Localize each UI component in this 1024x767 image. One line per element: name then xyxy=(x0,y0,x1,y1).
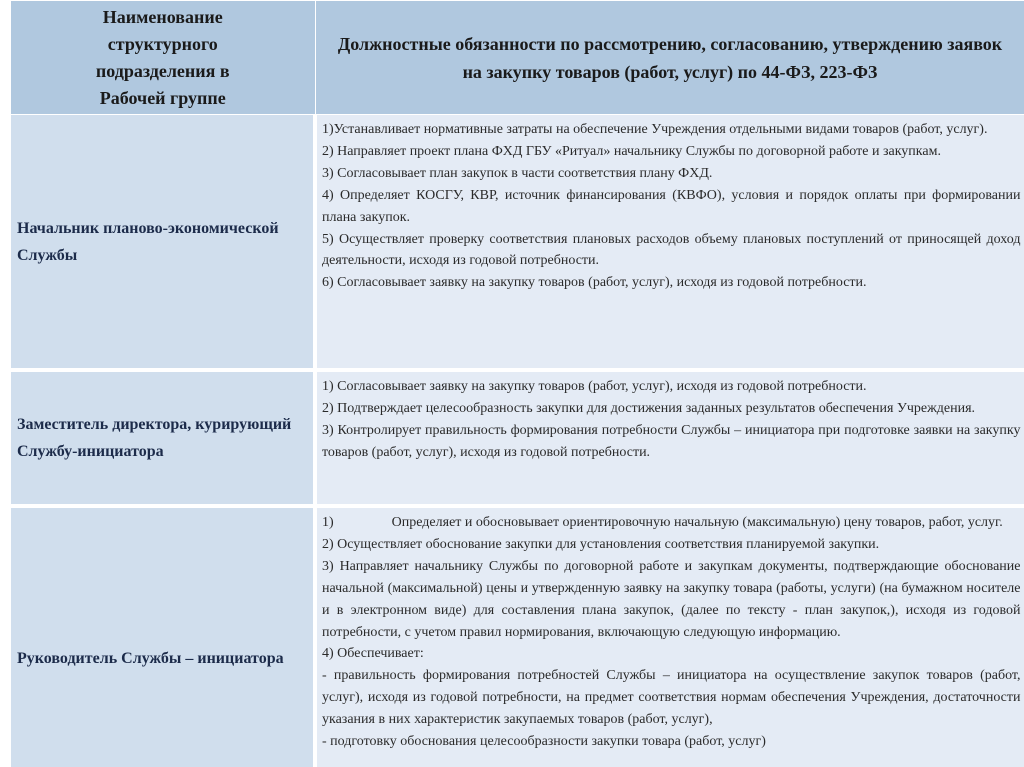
duty-item: 1)Устанавливает нормативные затраты на обеспечение Учреждения отдельными видами товаров (работ, услуг). xyxy=(322,122,988,137)
duties-cell xyxy=(315,506,1024,767)
duty-item: 2) Подтверждает целесообразность закупки для достижения заданных результатов обеспечения Учреждения. xyxy=(322,400,976,416)
duty-item: 5) Осуществляет проверку соответствия плановых расходов объему плановых поступлений от приносящей доход деятельности, исходя из годовой потребности. xyxy=(322,231,1021,269)
duty-item xyxy=(322,512,1021,534)
duties-table xyxy=(9,0,1024,767)
table-row xyxy=(10,115,1024,371)
role-cell: Начальник планово-экономической Службы xyxy=(10,115,315,371)
role-cell: Руководитель Службы – инициатора xyxy=(10,506,315,767)
duty-item: 3) Согласовывает план закупок в части соответствия плану ФХД. xyxy=(322,165,713,181)
duty-item: 3) Направляет начальнику Службы по договорной работе и закупкам документы, подтверждающие обоснование начальной (максимальной) цены и утвержденную заявку на закупку товара (работы, услуги) (на бумажном носителе и в электронном виде) для составления плана закупок, (далее по тексту - план закупок,), исходя из годовой потребности, с учетом правил нормирования, включающую следующую информацию. xyxy=(322,558,1021,640)
duty-item: 6) Согласовывает заявку на закупку товаров (работ, услуг), исходя из годовой потребности. xyxy=(322,275,867,291)
table-left-border xyxy=(9,0,11,767)
duty-item: 2) Осуществляет обоснование закупки для установления соответствия планируемой закупки. xyxy=(322,536,880,552)
header-unit-name-text: Наименование структурного подразделения в Рабочей группе xyxy=(95,6,230,108)
duty-item: 1) Согласовывает заявку на закупку товаров (работ, услуг), исходя из годовой потребности. xyxy=(322,379,867,394)
table-row xyxy=(10,506,1024,767)
duty-number: 1) xyxy=(322,515,334,530)
table-header-row xyxy=(10,1,1024,115)
header-duties: Должностные обязанности по рассмотрению, согласованию, утверждению заявок на закупку товаров (работ, услуг) по 44-ФЗ, 223-ФЗ xyxy=(315,1,1024,115)
duties-cell xyxy=(315,370,1024,506)
header-unit-name xyxy=(10,1,315,115)
role-cell: Заместитель директора, курирующий Службу-инициатора xyxy=(10,370,315,506)
duty-item: 4) Определяет КОСГУ, КВР, источник финансирования (КВФО), условия и порядок оплаты при формировании плана закупок. xyxy=(322,187,1021,225)
table-row xyxy=(10,370,1024,506)
duty-item: - подготовку обоснования целесообразности закупки товара (работ, услуг) xyxy=(322,734,766,750)
duty-text: Определяет и обосновывает ориентировочную начальную (максимальную) цену товаров, работ, услуг. xyxy=(391,515,1003,530)
duty-item: 2) Направляет проект плана ФХД ГБУ «Ритуал» начальнику Службы по договорной работе и закупкам. xyxy=(322,143,941,159)
duties-cell xyxy=(315,115,1024,371)
duty-item: 3) Контролирует правильность формирования потребности Службы – инициатора при подготовке заявки на закупку товаров (работ, услуг), исходя из годовой потребности. xyxy=(322,422,1021,460)
duty-item: - правильность формирования потребностей Службы – инициатора на осуществление закупок товаров (работ, услуг), исходя из годовой потребности, на предмет соответствия нормам обеспечения Учреждения, достаточности указания в них характеристик закупаемых товаров (работ, услуг), xyxy=(322,668,1021,728)
duty-item: 4) Обеспечивает: xyxy=(322,646,424,662)
